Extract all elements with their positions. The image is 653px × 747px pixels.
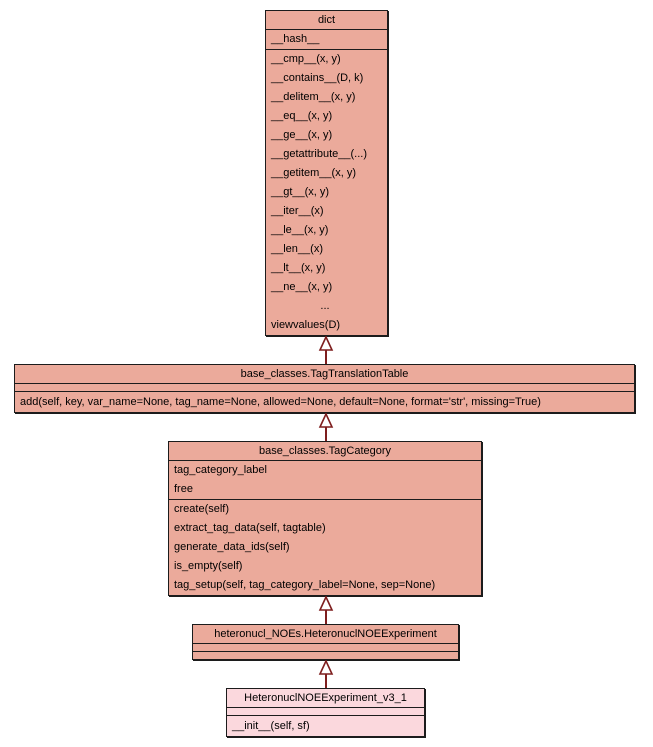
- class-box-heteronuclnoeexperiment-v3-1[interactable]: [226, 688, 425, 737]
- methods-compartment: [15, 391, 634, 412]
- attribute: free: [174, 483, 193, 495]
- method: __iter__(x): [271, 205, 324, 217]
- method: __delitem__(x, y): [271, 91, 356, 103]
- methods-compartment: [266, 49, 387, 335]
- method: __eq__(x, y): [271, 110, 333, 122]
- empty-attributes: [193, 644, 458, 651]
- method: __lt__(x, y): [271, 262, 326, 274]
- inheritance-arrow-4: [318, 660, 334, 688]
- inheritance-arrow-2: [318, 413, 334, 441]
- class-box-heteronuclnoeexperiment[interactable]: [192, 624, 459, 660]
- method: __ge__(x, y): [271, 129, 333, 141]
- method: __contains__(D, k): [271, 72, 364, 84]
- methods-compartment: [169, 499, 481, 595]
- methods-compartment: [227, 715, 424, 736]
- attributes-compartment: [169, 460, 481, 499]
- method: is_empty(self): [174, 560, 243, 572]
- methods-compartment: [193, 651, 458, 659]
- class-box-tagtranslationtable[interactable]: [14, 364, 635, 413]
- attributes-compartment: [15, 383, 634, 391]
- attributes-compartment: [266, 29, 387, 49]
- empty-attributes: [227, 708, 424, 715]
- attribute: tag_category_label: [174, 464, 267, 476]
- method: create(self): [174, 503, 230, 515]
- class-name: dict: [317, 14, 336, 26]
- method: add(self, key, var_name=None, tag_name=None, allowed=None, default=None, format='str', missing=True): [20, 396, 541, 408]
- empty-methods: [193, 652, 458, 659]
- inheritance-arrow-1: [318, 336, 334, 364]
- method: __le__(x, y): [271, 224, 329, 236]
- class-name: base_classes.TagTranslationTable: [240, 368, 409, 380]
- class-box-tagcategory[interactable]: [168, 441, 482, 596]
- inheritance-arrow-3: [318, 596, 334, 624]
- method: extract_tag_data(self, tagtable): [174, 522, 326, 534]
- method: __ne__(x, y): [271, 281, 333, 293]
- method: __getitem__(x, y): [271, 167, 356, 179]
- class-name: HeteronuclNOEExperiment_v3_1: [244, 692, 407, 704]
- class-name: base_classes.TagCategory: [258, 445, 392, 457]
- method: viewvalues(D): [271, 319, 341, 331]
- class-box-dict[interactable]: [265, 10, 388, 336]
- method: generate_data_ids(self): [174, 541, 290, 553]
- attribute: __hash__: [271, 33, 320, 45]
- method: __cmp__(x, y): [271, 53, 341, 65]
- method: tag_setup(self, tag_category_label=None, sep=None): [174, 579, 436, 591]
- method: __gt__(x, y): [271, 186, 330, 198]
- methods-ellipsis: ...: [320, 300, 330, 312]
- attributes-compartment: [193, 643, 458, 651]
- empty-attributes: [15, 384, 634, 391]
- method: __len__(x): [271, 243, 323, 255]
- method: __getattribute__(...): [271, 148, 368, 160]
- attributes-compartment: [227, 707, 424, 715]
- class-name: heteronucl_NOEs.HeteronuclNOEExperiment: [214, 628, 437, 640]
- method: __init__(self, sf): [232, 720, 310, 732]
